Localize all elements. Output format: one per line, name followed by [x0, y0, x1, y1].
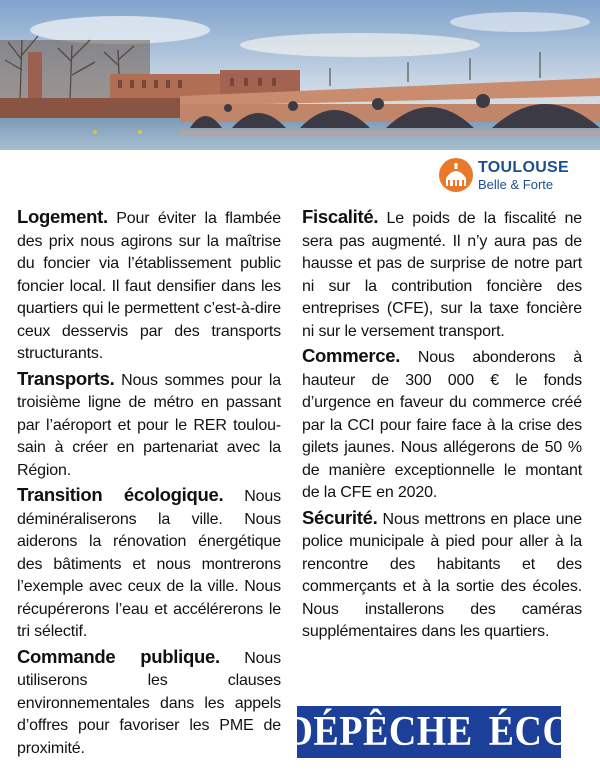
- text-commande-publique: Nous utiliserons les clauses environnementales dans les appels d’offres pour favoriser les PME de proximité.: [17, 649, 281, 757]
- capitole-dome-icon: [438, 158, 474, 192]
- heading-fiscalite: Fiscalité.: [302, 206, 379, 227]
- toulouse-logo: [438, 158, 578, 192]
- text-transition-ecologique: Nous déminéraliserons la ville. Nous aiderons la rénovation énergétique des bâtiments et nous montrerons l’exemple avec ceux de la ville. Nous récupérerons l’eau et accélérerons le tri sélectif.: [17, 488, 281, 640]
- paragraph-logement: [17, 206, 281, 366]
- text-securite: Nous mettrons en place une police municipale à pied pour aller à la rencontre des habitants et des commerçants et à la sortie des écoles. Nous installerons des caméras supplémentaires dans les quartiers.: [302, 510, 582, 640]
- paragraph-transition-ecologique: [17, 484, 281, 644]
- heading-commande-publique: Commande publique.: [17, 645, 220, 667]
- paragraph-commande-publique: [17, 646, 281, 761]
- banner-word-depeche: DÉPÊCHE: [285, 708, 473, 756]
- paragraph-transports: [17, 368, 281, 483]
- heading-securite: Sécurité.: [302, 506, 378, 528]
- heading-commerce: Commerce.: [302, 345, 401, 366]
- text-fiscalite: Le poids de la fiscalité ne sera pas augmenté. Il n’y aura pas de hausse et pas de surprise de notre part ni sur la contribution foncière des entreprises (CFE), sur la taxe foncière ni sur le versement transport.: [302, 210, 582, 340]
- paragraph-commerce: [302, 345, 582, 505]
- bridge-photo-illustration: [0, 0, 600, 150]
- header-photo: [0, 0, 600, 150]
- logo-subtitle: Belle & Forte: [478, 176, 554, 192]
- depeche-eco-banner: [285, 706, 573, 758]
- heading-transports: Transports.: [17, 367, 115, 389]
- left-column: [17, 206, 281, 762]
- text-logement: Pour éviter la flambée des prix nous agirons sur la maîtrise du foncier via l’établissement public foncier local. Il faut densifier dans les quartiers qui le permettent c’est-à-dire ceux desservis par des transports structurants.: [17, 210, 281, 362]
- text-commerce: Nous abonderons à hauteur de 300 000 € le fonds d’urgence en faveur du commerce créé par la CCI pour faire face à la crise des gilets jaunes. Nous allégerons de 50 % de manière exceptionnelle le montant de la CFE en 2020.: [302, 349, 582, 501]
- text-transports: Nous sommes pour la troisième ligne de métro en passant par l’aéroport et pour le RER toulou-sain à créer en partenariat avec la Région.: [17, 371, 281, 479]
- heading-logement: Logement.: [17, 206, 108, 227]
- logo-title: TOULOUSE: [478, 158, 570, 176]
- paragraph-fiscalite: [302, 206, 582, 343]
- heading-transition-ecologique: Transition écologique.: [17, 484, 224, 505]
- banner-word-eco: ÉCO: [488, 708, 573, 756]
- paragraph-securite: [302, 507, 582, 644]
- right-column: [302, 206, 582, 646]
